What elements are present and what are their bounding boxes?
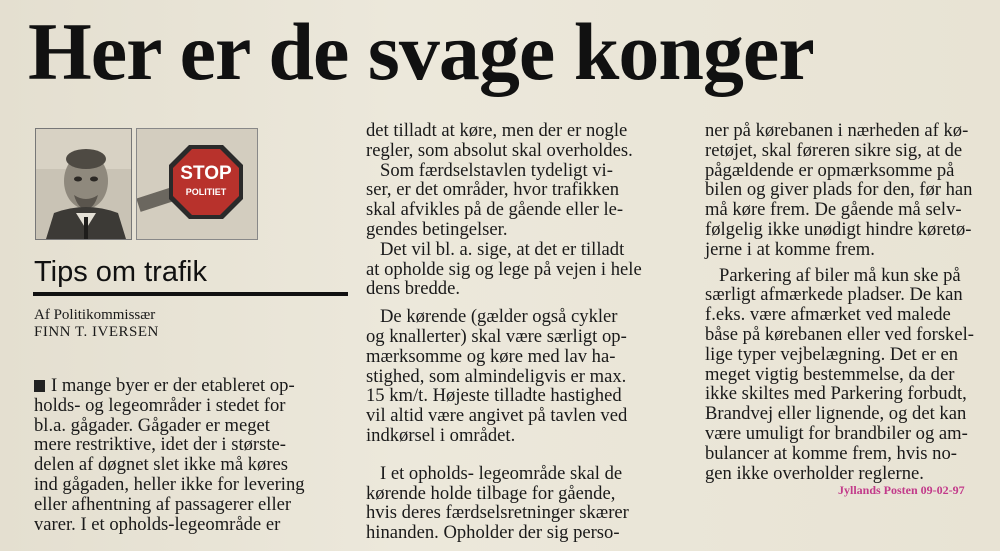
body-line: eller afhentning af passagerer eller bbox=[34, 493, 292, 515]
body-line: gendes betingelser. bbox=[366, 218, 508, 240]
byline-role: Af Politikommissær bbox=[34, 307, 156, 323]
body-line: I mange byer er der etableret op- bbox=[34, 376, 334, 396]
body-line: holds- og legeområder i stedet for bbox=[34, 394, 286, 416]
body-line: bl.a. gågader. Gågader er meget bbox=[34, 414, 270, 436]
body-line: være umuligt for brandbiler og am- bbox=[705, 422, 968, 444]
body-line: vil altid være angivet på tavlen ved bbox=[366, 405, 628, 427]
body-line: delen af døgnet slet ikke må køres bbox=[34, 454, 289, 476]
body-line: Som færdselstavlen tydeligt vi- bbox=[380, 159, 613, 181]
body-line: hinanden. Opholder der sig perso- bbox=[366, 522, 620, 544]
body-line: følgelig ikke unødigt hindre køretø- bbox=[705, 218, 972, 240]
body-line: De kørende (gælder også cykler bbox=[380, 306, 618, 328]
body-line: stighed, som almindeligvis er max. bbox=[366, 365, 627, 387]
byline-name: FINN T. IVERSEN bbox=[34, 324, 159, 340]
body-line: at opholde sig og lege på vejen i hele bbox=[366, 258, 642, 280]
body-line: meget vigtig bestemmelse, da der bbox=[705, 363, 955, 385]
body-line: ner på kørebanen i nærheden af kø- bbox=[705, 120, 969, 141]
article-column-1 bbox=[34, 376, 334, 534]
body-line: Brandvej eller lignende, og det kan bbox=[705, 403, 967, 425]
body-line: I et opholds- legeområde skal de bbox=[380, 462, 623, 484]
author-portrait-photo bbox=[35, 128, 132, 240]
body-line: ikke skiltes med Parkering forbudt, bbox=[705, 383, 967, 405]
body-line: skal afvikles på de gående eller le- bbox=[366, 199, 624, 221]
body-line: mere restriktive, idet der i største- bbox=[34, 434, 286, 456]
stop-sign-illustration bbox=[137, 129, 257, 239]
body-line: det tilladt at køre, men der er nogle bbox=[366, 120, 628, 141]
portrait-illustration bbox=[36, 129, 131, 239]
article-column-2 bbox=[366, 121, 688, 543]
body-line: varer. I et opholds-legeområde er bbox=[34, 513, 281, 535]
stop-sign-photo bbox=[136, 128, 258, 240]
source-note: Jyllands Posten 09-02-97 bbox=[838, 483, 965, 497]
body-line: regler, som absolut skal overholdes. bbox=[366, 139, 633, 161]
body-line: og knallerter) skal være særligt op- bbox=[366, 325, 627, 347]
body-line: f.eks. være afmærket ved malede bbox=[705, 304, 951, 326]
body-line: bilen og giver plads for den, før han bbox=[705, 179, 973, 201]
body-line: bulancer at komme frem, hvis no- bbox=[705, 442, 957, 464]
body-line: mærksomme og køre med lav ha- bbox=[366, 345, 616, 367]
stop-sign-subtext: POLITIET bbox=[185, 187, 227, 197]
headline: Her er de svage konger bbox=[28, 6, 814, 97]
body-line: jerne i at komme frem. bbox=[705, 238, 875, 260]
body-line: Det vil bl. a. sige, at det er tilladt bbox=[380, 238, 625, 260]
body-line: indkørsel i området. bbox=[366, 424, 516, 446]
paragraph-bullet-icon bbox=[34, 380, 45, 392]
column-title: Tips om trafik bbox=[34, 256, 207, 288]
body-line: retøjet, skal føreren sikre sig, at de bbox=[705, 139, 963, 161]
stop-sign-text: STOP bbox=[180, 163, 232, 184]
body-line: særligt afmærkede pladser. De kan bbox=[705, 284, 963, 306]
body-line: pågældende er opmærksomme på bbox=[705, 159, 955, 181]
article-column-3 bbox=[705, 121, 995, 483]
body-line: Parkering af biler må kun ske på bbox=[719, 264, 961, 286]
body-line: dens bredde. bbox=[366, 278, 460, 300]
column-title-rule bbox=[33, 292, 348, 296]
body-line: gen ikke overholder reglerne. bbox=[705, 462, 924, 484]
body-line: ind gågaden, heller ikke for levering bbox=[34, 473, 305, 495]
body-line: hvis deres færdselsretninger skærer bbox=[366, 502, 629, 524]
body-line: båse på kørebanen eller ved forskel- bbox=[705, 323, 974, 345]
body-line: lige typer vejbelægning. Det er en bbox=[705, 343, 959, 365]
body-line: ser, er det områder, hvor trafikken bbox=[366, 179, 620, 201]
body-line: 15 km/t. Højeste tilladte hastighed bbox=[366, 385, 622, 407]
body-line: kørende holde tilbage for gående, bbox=[366, 482, 616, 504]
body-line: må køre frem. De gående må selv- bbox=[705, 199, 962, 221]
